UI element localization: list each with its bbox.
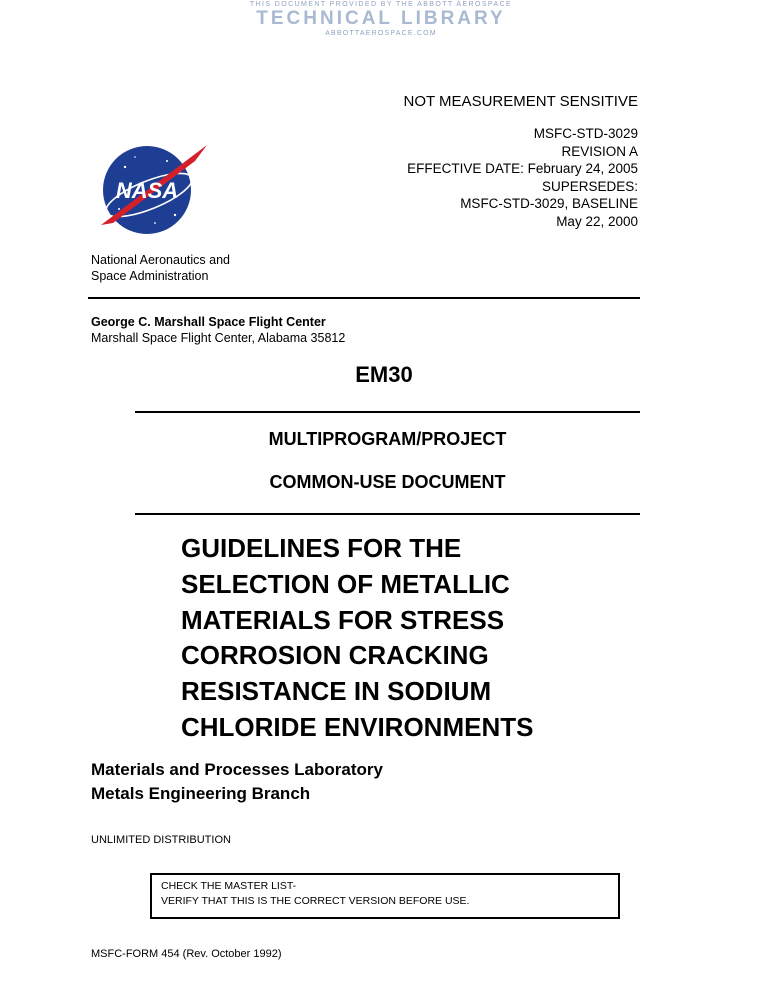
watermark-title: TECHNICAL LIBRARY <box>256 8 506 29</box>
agency-line-1: National Aeronautics and <box>91 253 230 267</box>
supersedes-label: SUPERSEDES: <box>541 178 638 194</box>
master-list-notice <box>150 873 620 919</box>
title-line: MATERIALS FOR STRESS <box>181 604 505 635</box>
measurement-sensitivity: NOT MEASUREMENT SENSITIVE <box>403 93 638 110</box>
divider <box>88 297 640 299</box>
notice-line-2: VERIFY THAT THIS IS THE CORRECT VERSION BEFORE USE. <box>161 895 470 907</box>
effective-date: EFFECTIVE DATE: February 24, 2005 <box>407 161 638 177</box>
category-line-1: MULTIPROGRAM/PROJECT <box>268 429 507 449</box>
nasa-logo-text: NASA <box>115 178 179 203</box>
title-line: GUIDELINES FOR THE <box>181 533 462 563</box>
supersedes-document: MSFC-STD-3029, BASELINE <box>460 196 638 212</box>
watermark <box>236 0 526 50</box>
laboratory-name: Materials and Processes Laboratory <box>91 760 383 779</box>
divider <box>135 411 640 413</box>
title-line: CORROSION CRACKING <box>181 640 489 671</box>
document-title <box>181 531 533 746</box>
revision: REVISION A <box>561 143 638 159</box>
watermark-url: ABBOTTAEROSPACE.COM <box>325 30 437 37</box>
title-line: SELECTION OF METALLIC <box>181 568 510 599</box>
center-name: George C. Marshall Space Flight Center <box>91 315 326 329</box>
title-line: CHLORIDE ENVIRONMENTS <box>181 711 534 742</box>
document-number: MSFC-STD-3029 <box>533 126 638 141</box>
agency-name <box>91 252 230 284</box>
office-code: EM30 <box>355 362 413 387</box>
branch-name: Metals Engineering Branch <box>91 784 311 803</box>
notice-line-1: CHECK THE MASTER LIST- <box>161 880 297 892</box>
document-identifiers <box>407 125 638 231</box>
watermark-provider: THIS DOCUMENT PROVIDED BY THE ABBOTT AEROSPACE <box>249 1 513 8</box>
nasa-logo-icon <box>95 137 211 241</box>
form-identifier: MSFC-FORM 454 (Rev. October 1992) <box>91 948 282 960</box>
title-line: RESISTANCE IN SODIUM <box>181 676 492 707</box>
divider <box>135 513 640 515</box>
agency-line-2: Space Administration <box>91 269 209 283</box>
category-line-2: COMMON-USE DOCUMENT <box>269 472 506 492</box>
supersedes-date: May 22, 2000 <box>556 213 638 229</box>
distribution-statement: UNLIMITED DISTRIBUTION <box>91 834 231 846</box>
center-address: Marshall Space Flight Center, Alabama 35812 <box>91 331 346 345</box>
